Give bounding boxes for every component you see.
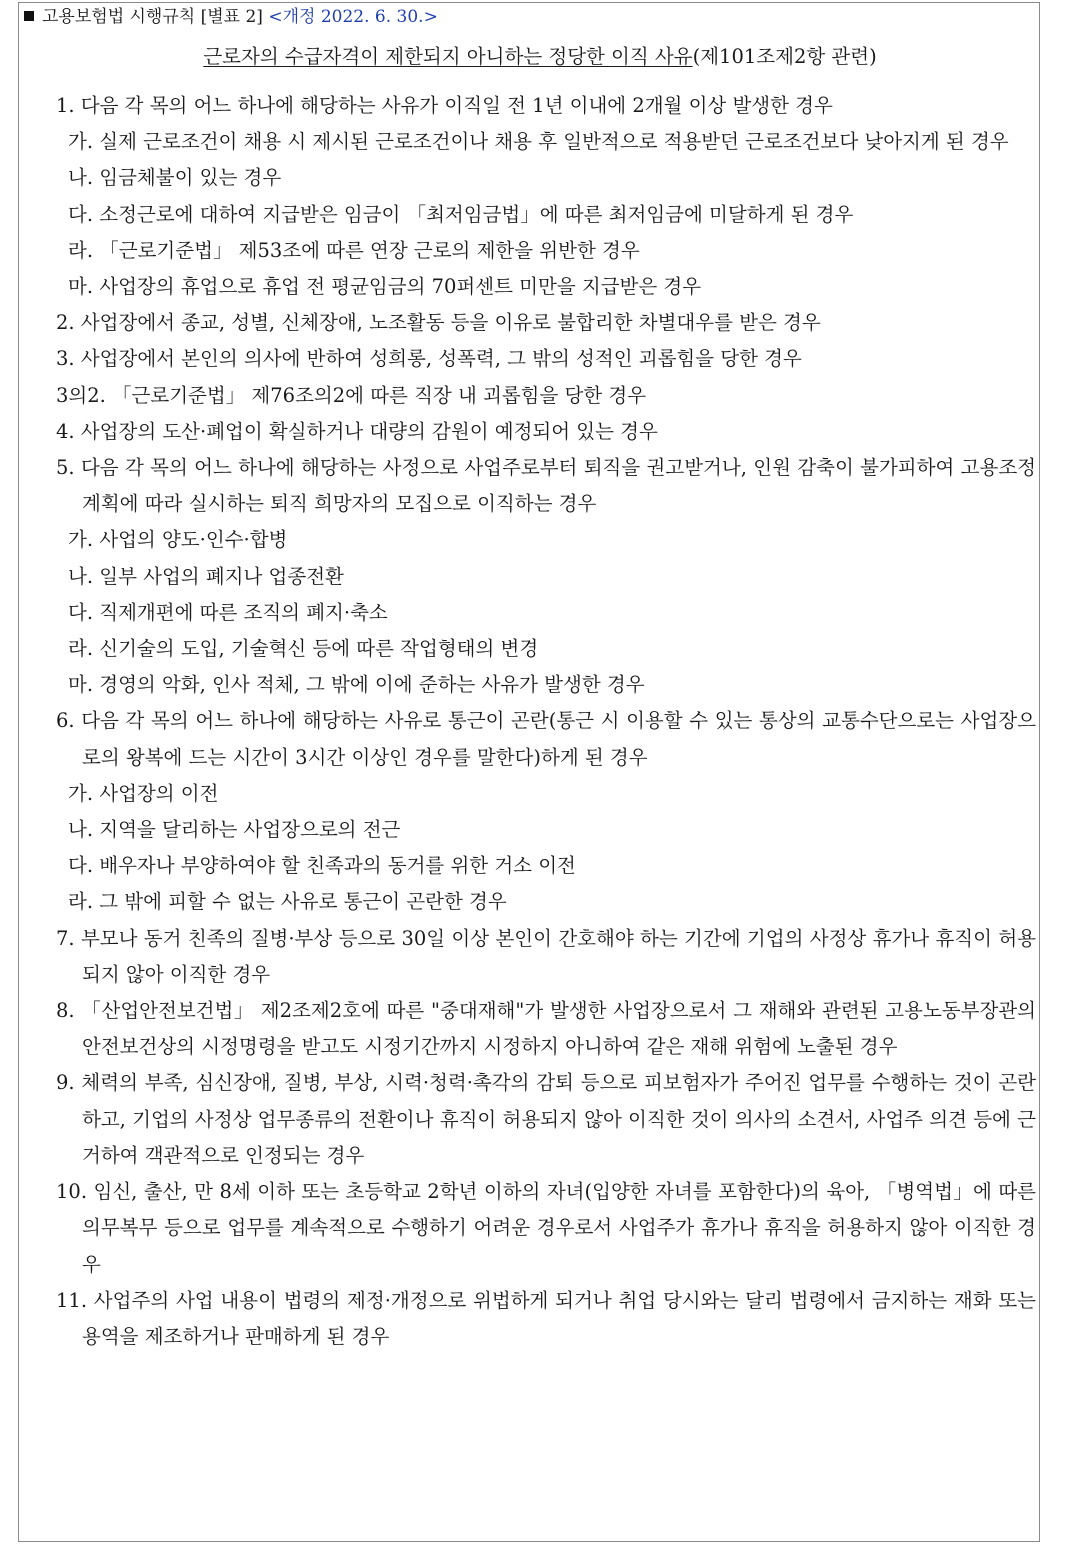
square-bullet-icon (24, 11, 34, 21)
document-body (56, 88, 1036, 1355)
list-item: 가. 사업장의 이전 (68, 781, 219, 805)
list-item: 1. 다음 각 목의 어느 하나에 해당하는 사유가 이직일 전 1년 이내에 2개월 이상 발생한 경우 (56, 94, 833, 117)
list-item: 3. 사업장에서 본인의 의사에 반하여 성희롱, 성폭력, 그 밖의 성적인 괴롭힘을 당한 경우 (56, 347, 802, 371)
list-item: 나. 지역을 달리하는 사업장으로의 전근 (68, 818, 401, 842)
list-item: 가. 실제 근로조건이 채용 시 제시된 근로조건이나 채용 후 일반적으로 적용받던 근로조건보다 낮아지게 된 경우 (68, 130, 1009, 154)
list-item: 마. 경영의 악화, 인사 적체, 그 밖에 이에 준하는 사유가 발생한 경우 (68, 673, 645, 697)
page-title (0, 44, 1080, 70)
header-label: 고용보험법 시행규칙 [별표 2] (42, 7, 263, 27)
list-item: 9. 체력의 부족, 심신장애, 질병, 부상, 시력·청력·촉각의 감퇴 등으로 피보험자가 주어진 업무를 수행하는 것이 곤란하고, 기업의 사정상 업무종류의 전환이나 휴직이 허용되지 않아 이직한 것이 의사의 소견서, 사업주 의견 등에 근거하여 객관적으로 인정되는 경우 (56, 1071, 1036, 1167)
list-item: 라. 신기술의 도입, 기술혁신 등에 따른 작업형태의 변경 (68, 637, 539, 661)
list-item: 다. 직제개편에 따른 조직의 폐지·축소 (68, 600, 388, 624)
title-main: 근로자의 수급자격이 제한되지 아니하는 정당한 이직 사유 (203, 45, 693, 68)
list-item: 5. 다음 각 목의 어느 하나에 해당하는 사정으로 사업주로부터 퇴직을 권고받거나, 인원 감축이 불가피하여 고용조정계획에 따라 실시하는 퇴직 희망자의 모집으로 이직하는 경우 (56, 456, 1036, 516)
list-item: 2. 사업장에서 종교, 성별, 신체장애, 노조활동 등을 이유로 불합리한 차별대우를 받은 경우 (56, 311, 821, 335)
list-item: 나. 임금체불이 있는 경우 (68, 166, 282, 190)
list-item: 4. 사업장의 도산·폐업이 확실하거나 대량의 감원이 예정되어 있는 경우 (56, 419, 658, 443)
document-header (24, 6, 438, 28)
list-item: 11. 사업주의 사업 내용이 법령의 제정·개정으로 위법하게 되거나 취업 당시와는 달리 법령에서 금지하는 재화 또는 용역을 제조하거나 판매하게 된 경우 (56, 1288, 1036, 1348)
list-item: 가. 사업의 양도·인수·합병 (68, 528, 288, 552)
list-item: 라. 「근로기준법」 제53조에 따른 연장 근로의 제한을 위반한 경우 (68, 238, 640, 262)
list-item: 3의2. 「근로기준법」 제76조의2에 따른 직장 내 괴롭힘을 당한 경우 (56, 383, 647, 407)
list-item: 10. 임신, 출산, 만 8세 이하 또는 초등학교 2학년 이하의 자녀(입양한 자녀를 포함한다)의 육아, 「병역법」에 따른 의무복무 등으로 업무를 계속적으로 수행하기 어려운 경우로서 사업주가 휴가나 휴직을 허용하지 않아 이직한 경우 (56, 1180, 1036, 1276)
list-item: 6. 다음 각 목의 어느 하나에 해당하는 사유로 통근이 곤란(통근 시 이용할 수 있는 통상의 교통수단으로는 사업장으로의 왕복에 드는 시간이 3시간 이상인 경우를 말한다)하게 된 경우 (56, 709, 1036, 769)
list-item: 다. 배우자나 부양하여야 할 친족과의 동거를 위한 거소 이전 (68, 854, 576, 878)
list-item: 마. 사업장의 휴업으로 휴업 전 평균임금의 70퍼센트 미만을 지급받은 경우 (68, 275, 702, 299)
title-reference: (제101조제2항 관련) (692, 45, 877, 68)
list-item: 다. 소정근로에 대하여 지급받은 임금이 「최저임금법」에 따른 최저임금에 미달하게 된 경우 (68, 202, 854, 226)
list-item: 라. 그 밖에 피할 수 없는 사유로 통근이 곤란한 경우 (68, 890, 507, 914)
list-item: 나. 일부 사업의 폐지나 업종전환 (68, 564, 344, 588)
list-item: 8. 「산업안전보건법」 제2조제2호에 따른 "중대재해"가 발생한 사업장으로서 그 재해와 관련된 고용노동부장관의 안전보건상의 시정명령을 받고도 시정기간까지 시정하지 아니하여 같은 재해 위험에 노출된 경우 (56, 999, 1036, 1059)
list-item: 7. 부모나 동거 친족의 질병·부상 등으로 30일 이상 본인이 간호해야 하는 기간에 기업의 사정상 휴가나 휴직이 허용되지 않아 이직한 경우 (56, 926, 1036, 986)
amendment-date: <개정 2022. 6. 30.> (268, 7, 438, 27)
